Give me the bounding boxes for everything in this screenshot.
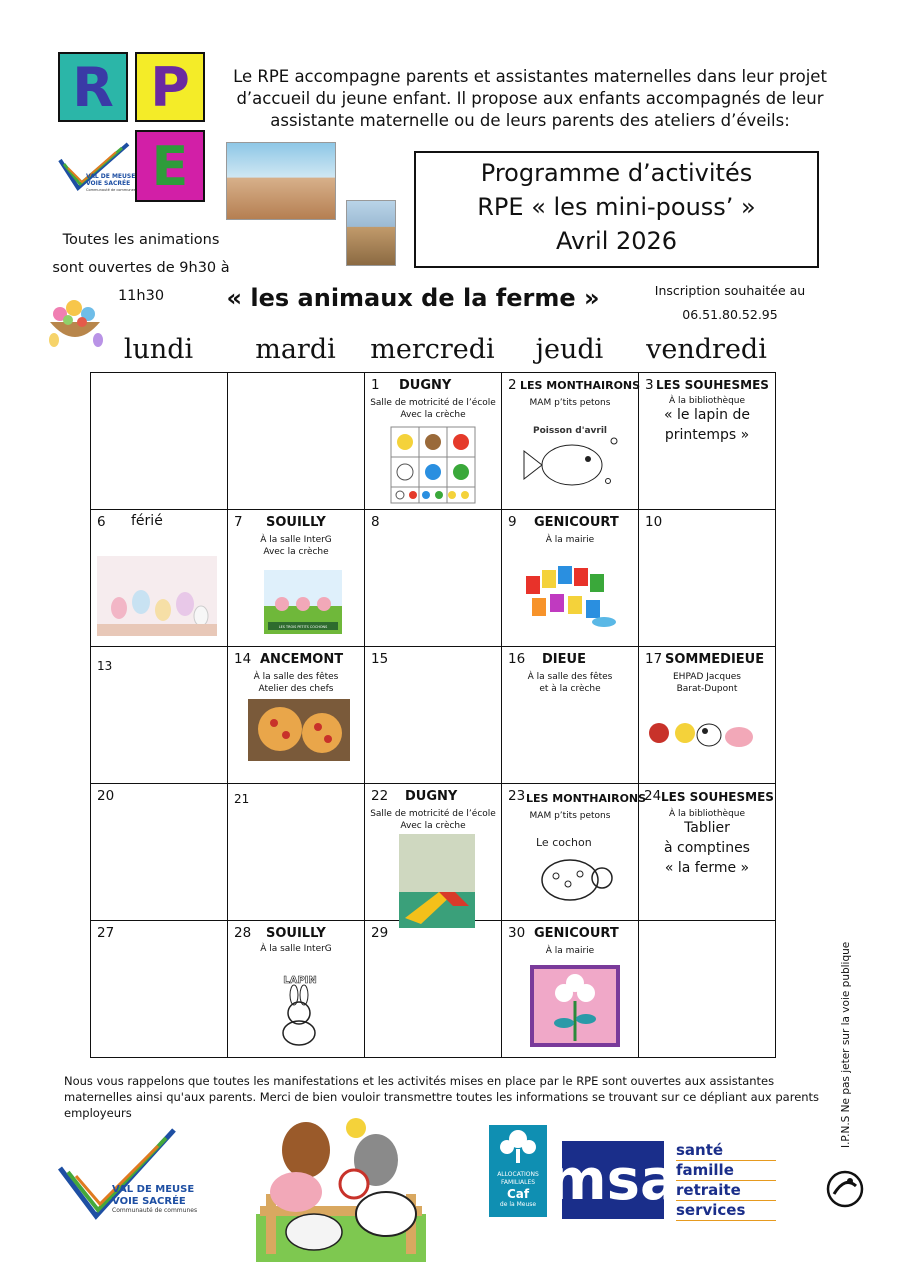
calendar-week-row xyxy=(91,647,776,784)
svg-text:msa: msa xyxy=(548,1148,678,1213)
day-activity: printemps » xyxy=(664,427,750,443)
calendar-cell xyxy=(91,647,228,784)
svg-text:LES TROIS PETITS COCHONS: LES TROIS PETITS COCHONS xyxy=(278,625,328,629)
day-location: ANCEMONT xyxy=(260,652,344,667)
calendar-week-row xyxy=(91,921,776,1058)
rpe-logo-p: P xyxy=(135,52,205,122)
day-venue: À la salle InterG xyxy=(260,535,332,545)
handprint-flowers-image xyxy=(530,965,620,1047)
svg-text:VOIE SACRÉE: VOIE SACRÉE xyxy=(86,180,131,187)
calendar-cell xyxy=(639,510,776,647)
msa-line-sante: santé xyxy=(676,1141,776,1161)
day-number: 6 xyxy=(97,514,106,530)
calendar-cell xyxy=(502,921,639,1058)
day-location: GENICOURT xyxy=(534,515,619,530)
day-location: LES MONTHAIRONS xyxy=(526,792,647,805)
photo-dog-kennel xyxy=(346,200,396,266)
rpe-logo-e: E xyxy=(135,130,205,202)
day-venue: À la salle des fêtes xyxy=(253,672,339,682)
day-location: DUGNY xyxy=(399,378,452,393)
rabbit-coloring-image xyxy=(268,969,332,1049)
day-location: LES SOUHESMES xyxy=(656,378,769,392)
calendar-cell xyxy=(365,784,502,921)
svg-text:Poisson d'avril: Poisson d'avril xyxy=(532,426,608,436)
msa-slogan xyxy=(676,1141,776,1221)
day-number: 24 xyxy=(644,788,662,804)
day-venue: À la mairie xyxy=(545,946,595,956)
day-header-jeudi: jeudi xyxy=(535,334,604,365)
day-number: 28 xyxy=(234,925,252,941)
pig-coloring-image xyxy=(526,832,622,914)
day-venue: À la bibliothèque xyxy=(668,396,746,406)
intro-text: Le RPE accompagne parents et assistantes maternelles dans leur projet d’accueil du jeune enfant. Il propose aux enfants accompagnés de leur assistante maternelle ou de leurs parents des ateliers d’éveils: xyxy=(233,67,827,130)
caf-line4: de la Meuse xyxy=(499,1201,537,1208)
chicks-activity-image xyxy=(391,427,475,503)
day-number: 21 xyxy=(234,792,250,806)
day-number: 16 xyxy=(508,651,526,667)
caf-line3: Caf xyxy=(506,1187,530,1201)
rpe-logo-r: R xyxy=(58,52,128,122)
activity-calendar xyxy=(90,372,776,1058)
program-title-line3: Avril 2026 xyxy=(555,227,678,255)
day-location: DIEUE xyxy=(542,652,586,667)
calendar-cell xyxy=(91,921,228,1058)
inscription-info xyxy=(640,279,820,327)
day-number: 17 xyxy=(645,651,663,667)
day-header-mardi: mardi xyxy=(255,334,336,365)
calendar-week-row xyxy=(91,510,776,647)
day-venue: MAM p’tits petons xyxy=(529,811,611,821)
day-note: Avec la crèche xyxy=(400,410,466,420)
calendar-cell xyxy=(365,647,502,784)
msa-line-famille: famille xyxy=(676,1161,776,1181)
day-number: 27 xyxy=(97,925,115,941)
svg-text:VAL DE MEUSE: VAL DE MEUSE xyxy=(112,1184,195,1195)
day-header-mercredi: mercredi xyxy=(370,334,495,365)
calendar-cell xyxy=(365,921,502,1058)
day-note: Avec la crèche xyxy=(400,821,466,831)
calendar-cell xyxy=(91,784,228,921)
caf-tree-icon xyxy=(489,1125,547,1167)
day-number: 7 xyxy=(234,514,243,530)
day-note: Avec la crèche xyxy=(263,547,329,557)
calendar-cell xyxy=(639,647,776,784)
caf-line1: ALLOCATIONS xyxy=(497,1171,539,1178)
calendar-cell xyxy=(228,921,365,1058)
calendar-cell xyxy=(502,647,639,784)
svg-text:I.P.N.S Ne pas jeter sur la vo: I.P.N.S Ne pas jeter sur la voie publique xyxy=(840,941,852,1148)
day-number: 30 xyxy=(508,925,526,941)
day-note: Barat-Dupont xyxy=(676,684,738,694)
day-location: SOMMEDIEUE xyxy=(665,652,765,667)
day-holiday: férié xyxy=(131,513,163,529)
calendar-cell xyxy=(228,510,365,647)
day-number: 10 xyxy=(645,514,663,530)
svg-text:Le cochon: Le cochon xyxy=(536,836,592,849)
program-title-line2: RPE « les mini-pouss’ » xyxy=(477,193,756,221)
day-number: 2 xyxy=(508,377,517,393)
svg-text:Communauté de communes: Communauté de communes xyxy=(86,188,136,192)
day-location: DUGNY xyxy=(405,789,458,804)
day-number: 13 xyxy=(97,659,113,673)
day-number: 9 xyxy=(508,514,517,530)
day-header-vendredi: vendredi xyxy=(646,334,767,365)
calendar-cell xyxy=(502,510,639,647)
day-number: 20 xyxy=(97,788,115,804)
calendar-cell xyxy=(228,647,365,784)
calendar-cell xyxy=(228,373,365,510)
inscription-phone: 06.51.80.52.95 xyxy=(682,307,778,322)
calendar-cell xyxy=(365,510,502,647)
day-venue: Salle de motricité de l’école xyxy=(370,809,496,819)
animations-note-line2: sont ouvertes de 9h30 à 11h30 xyxy=(52,260,230,304)
svg-text:VOIE SACRÉE: VOIE SACRÉE xyxy=(112,1196,186,1207)
day-number: 15 xyxy=(371,651,389,667)
day-location: GENICOURT xyxy=(534,926,619,941)
day-venue: À la mairie xyxy=(545,535,595,545)
calendar-cell xyxy=(639,373,776,510)
val-de-meuse-logo-small xyxy=(56,138,136,198)
photo-farm-fence xyxy=(226,142,336,220)
calendar-week-row xyxy=(91,784,776,921)
msa-line-services: services xyxy=(676,1201,776,1221)
day-number: 29 xyxy=(371,925,389,941)
program-title-box xyxy=(414,151,819,268)
msa-line-retraite: retraite xyxy=(676,1181,776,1201)
calendar-cell xyxy=(228,784,365,921)
day-number: 3 xyxy=(645,377,654,393)
day-venue: À la bibliothèque xyxy=(668,809,746,819)
farm-animals-illustration xyxy=(256,1114,426,1262)
day-number: 8 xyxy=(371,514,380,530)
three-little-pigs-image xyxy=(264,570,342,634)
day-venue: MAM p’tits petons xyxy=(529,398,611,408)
calendar-cell xyxy=(91,510,228,647)
ipns-notice xyxy=(835,941,855,1150)
day-note: Atelier des chefs xyxy=(258,684,334,694)
day-venue: EHPAD Jacques xyxy=(672,672,741,682)
footer-reminder-text: Nous vous rappelons que toutes les manifestations et les activités mises en place par le RPE sont ouvertes aux assistantes maternelles ainsi qu'aux parents. Merci de bien vouloir transmettre toutes les informations se trouvant sur ce dépliant aux parents employeurs xyxy=(64,1074,820,1120)
calendar-cell xyxy=(502,373,639,510)
fish-coloring-image xyxy=(516,421,624,501)
play-dough-image xyxy=(520,556,620,634)
svg-text:Communauté de communes: Communauté de communes xyxy=(112,1207,198,1214)
day-activity: « le lapin de xyxy=(663,407,751,423)
calendar-cell xyxy=(639,784,776,921)
day-note: et à la crèche xyxy=(539,684,601,694)
day-venue: À la salle des fêtes xyxy=(527,672,613,682)
inscription-label: Inscription souhaitée au xyxy=(654,283,806,298)
svg-text:VAL DE MEUSE: VAL DE MEUSE xyxy=(86,173,136,180)
day-activity: à comptines xyxy=(664,840,750,856)
animations-note-line1: Toutes les animations xyxy=(62,232,220,248)
day-location: LES MONTHAIRONS xyxy=(520,379,641,392)
calendar-cell xyxy=(639,921,776,1058)
day-location: SOUILLY xyxy=(266,926,326,941)
val-de-meuse-logo xyxy=(56,1124,198,1224)
day-number: 22 xyxy=(371,788,389,804)
day-venue: À la salle InterG xyxy=(260,944,332,954)
caf-logo xyxy=(489,1125,547,1217)
day-activity: Tablier xyxy=(684,820,730,836)
day-venue: Salle de motricité de l’école xyxy=(370,398,496,408)
calendar-week-row xyxy=(91,373,776,510)
theme-title: « les animaux de la ferme » xyxy=(226,284,600,312)
calendar-cell xyxy=(365,373,502,510)
motricity-room-image xyxy=(399,834,475,928)
day-location: LES SOUHESMES xyxy=(661,790,774,804)
calendar-cell xyxy=(502,784,647,921)
pizza-image xyxy=(248,699,350,761)
day-header-lundi: lundi xyxy=(123,334,194,365)
calendar-cell xyxy=(91,373,228,510)
day-number: 1 xyxy=(371,377,380,393)
easter-eggs-image xyxy=(97,556,217,636)
day-location: SOUILLY xyxy=(266,515,326,530)
program-title-line1: Programme d’activités xyxy=(480,159,753,187)
caf-line2: FAMILIALES xyxy=(500,1179,536,1186)
day-number: 14 xyxy=(234,651,252,667)
svg-text:LAPIN: LAPIN xyxy=(283,975,317,986)
msa-logo xyxy=(548,1141,678,1219)
day-activity: « la ferme » xyxy=(664,860,750,876)
day-number: 23 xyxy=(508,788,526,804)
farm-animals-stickers-image xyxy=(645,709,757,759)
recycle-icon xyxy=(826,1170,864,1208)
